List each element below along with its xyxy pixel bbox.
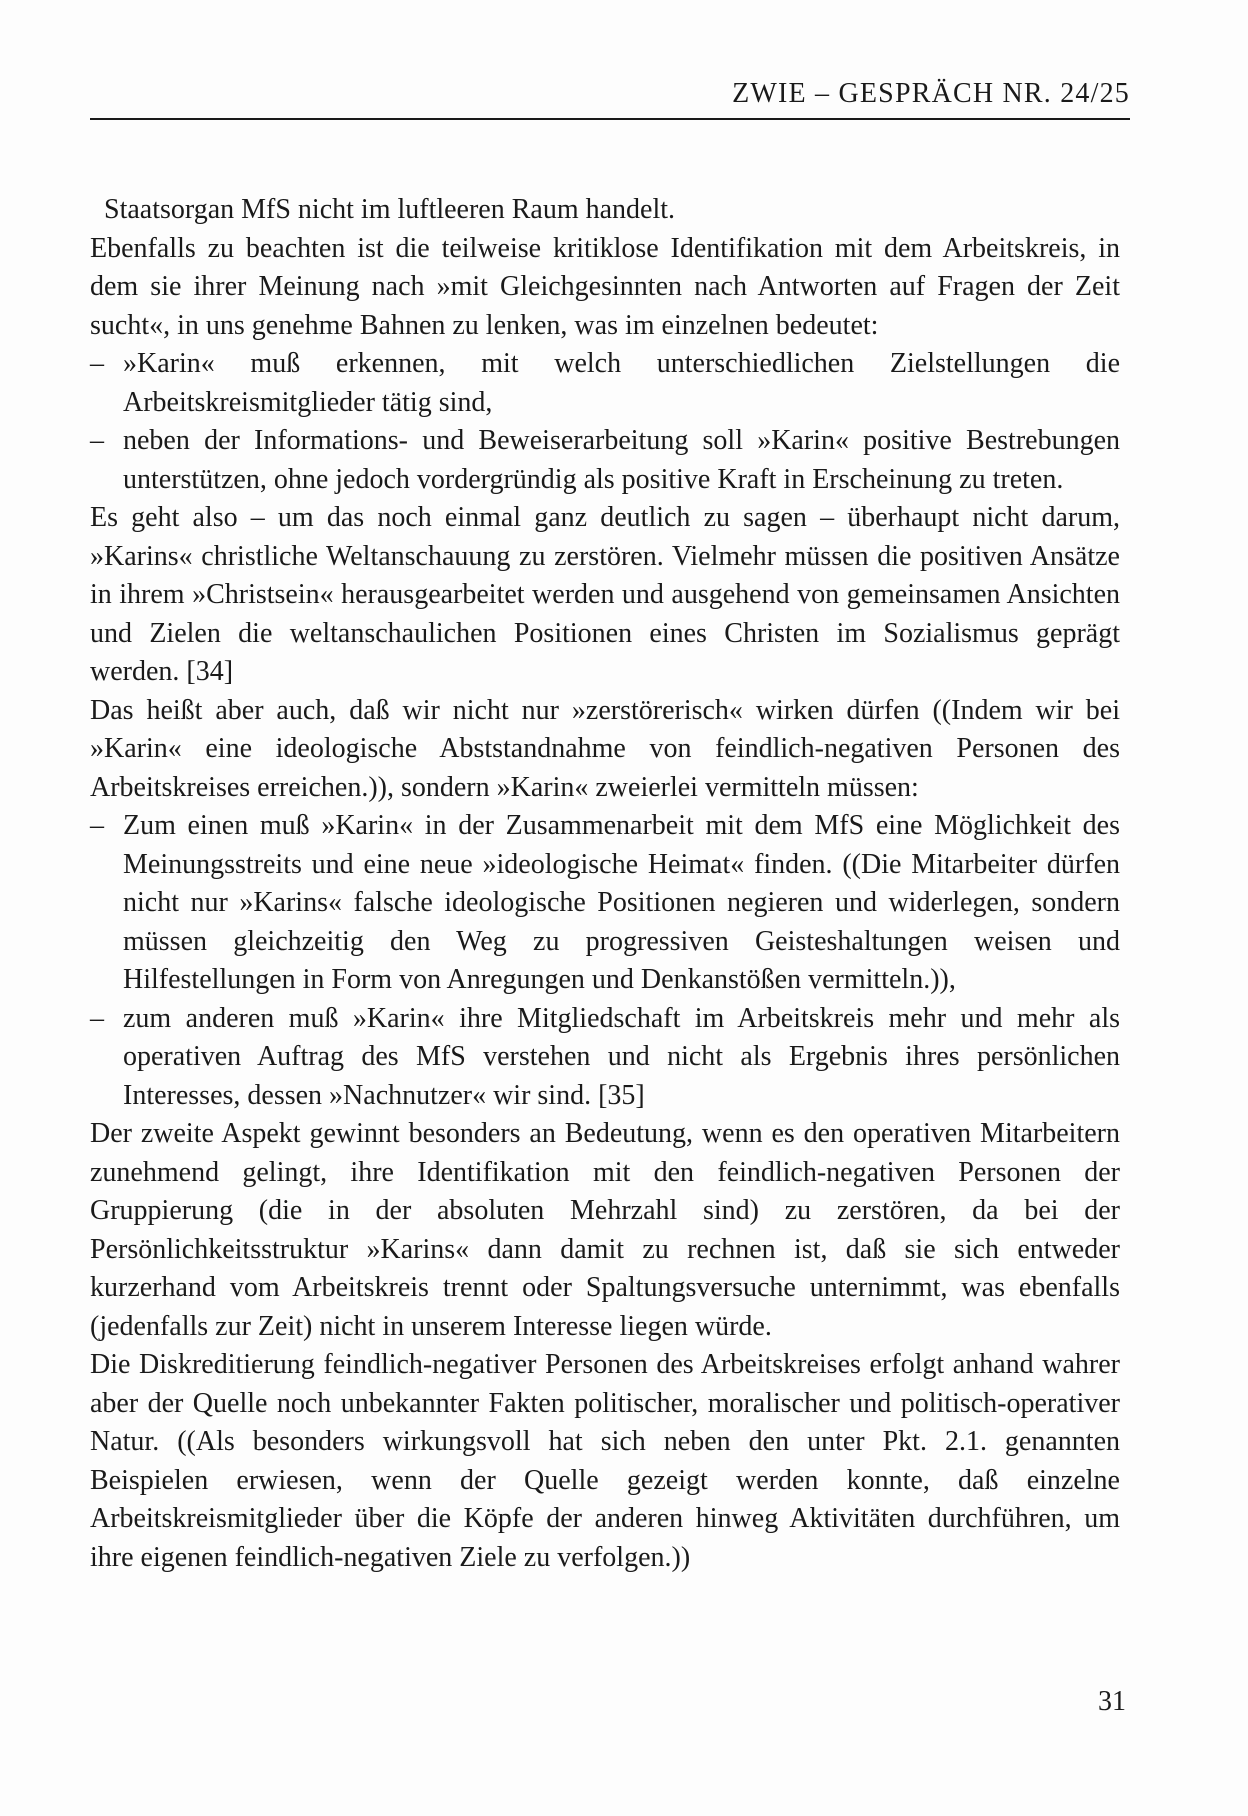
header-rule — [90, 118, 1130, 120]
dash-marker: – — [90, 810, 104, 841]
list-item-text: neben der Informations- und Beweiserarbeitung soll »Karin« positive Bestrebungen unterstützen, ohne jedoch vordergründig als positive Kraft in Erscheinung zu treten. — [123, 425, 1120, 495]
list-item-text: zum anderen muß »Karin« ihre Mitgliedschaft im Arbeitskreis mehr und mehr als operativen Auftrag des MfS verstehen und nicht als Ergebnis ihres persönlichen Interesses, dessen »Nachnutzer« wir sind. [35] — [123, 1002, 1120, 1111]
running-header — [90, 78, 1130, 122]
paragraph: Staatsorgan MfS nicht im luftleeren Raum handelt. — [104, 194, 676, 225]
list-item-text: »Karin« muß erkennen, mit welch unterschiedlichen Zielstellungen die Arbeitskreismitglieder tätig sind, — [123, 348, 1120, 418]
dash-list — [90, 807, 1120, 1115]
paragraph: Die Diskreditierung feindlich-negativer Personen des Arbeitskreises erfolgt anhand wahrer aber der Quelle noch unbekannter Fakten politischer, moralischer und politisch-operativer Natur. ((Als besonders wirkungsvoll hat sich neben den unter Pkt. 2.1. genannten Beispielen erwiesen, wenn der Quelle gezeigt werden konnte, daß einzelne Arbeitskreismitglieder über die Köpfe der anderen hinweg Aktivitäten durchführen, um ihre eigenen feindlich-negativen Ziele zu verfolgen.)) — [90, 1349, 1120, 1573]
list-item — [90, 422, 1120, 499]
list-item — [90, 807, 1120, 1000]
dash-marker: – — [90, 1002, 104, 1034]
paragraph: Ebenfalls zu beachten ist die teilweise kritiklose Identifikation mit dem Arbeitskreis, in dem sie ihrer Meinung nach »mit Gleichgesinnten nach Antworten auf Fragen der Zeit sucht«, in uns genehme Bahnen zu lenken, was im einzelnen bedeutet: — [90, 232, 1120, 341]
list-item — [90, 345, 1120, 422]
dash-marker: – — [90, 425, 104, 456]
list-item-text: Zum einen muß »Karin« in der Zusammenarbeit mit dem MfS eine Möglichkeit des Meinungsstreits und eine neue »ideologische Heimat« finden. ((Die Mitarbeiter dürfen nicht nur »Karins« falsche ideologische Positionen negieren und widerlegen, sondern müssen gleichzeitig den Weg zu progressiven Geisteshaltungen weisen und Hilfestellungen in Form von Anregungen und Denkanstößen vermitteln.)), — [123, 810, 1120, 995]
list-item — [90, 1000, 1120, 1116]
paragraph: Es geht also – um das noch einmal ganz deutlich zu sagen – überhaupt nicht darum, »Karins« christliche Weltanschauung zu zerstören. Vielmehr müssen die positiven Ansätze in ihrem »Christsein« herausgearbeitet werden und ausgehend von gemeinsamen Ansichten und Zielen die weltanschaulichen Positionen eines Christen im Sozialismus geprägt werden. [34] — [90, 502, 1120, 687]
header-title: ZWIE – GESPRÄCH NR. 24/25 — [732, 78, 1130, 109]
body-text — [90, 191, 1120, 1577]
paragraph: Das heißt aber auch, daß wir nicht nur »zerstörerisch« wirken dürfen ((Indem wir bei »Karin« eine ideologische Abststandnahme von feindlich-negativen Personen des Arbeitskreises erreichen.)), sondern »Karin« zweierlei vermitteln müssen: — [90, 694, 1120, 803]
page-number: 31 — [1098, 1686, 1126, 1717]
dash-marker: – — [90, 348, 104, 379]
dash-list — [90, 345, 1120, 499]
paragraph: Der zweite Aspekt gewinnt besonders an Bedeutung, wenn es den operativen Mitarbeitern zunehmend gelingt, ihre Identifikation mit den feindlich-negativen Personen der Gruppierung (die in der absoluten Mehrzahl sind) zu zerstören, da bei der Persönlichkeitsstruktur »Karins« dann damit zu rechnen ist, daß sie sich entweder kurzerhand vom Arbeitskreis trennt oder Spaltungsversuche unternimmt, was ebenfalls (jedenfalls zur Zeit) nicht in unserem Interesse liegen würde. — [90, 1118, 1120, 1342]
